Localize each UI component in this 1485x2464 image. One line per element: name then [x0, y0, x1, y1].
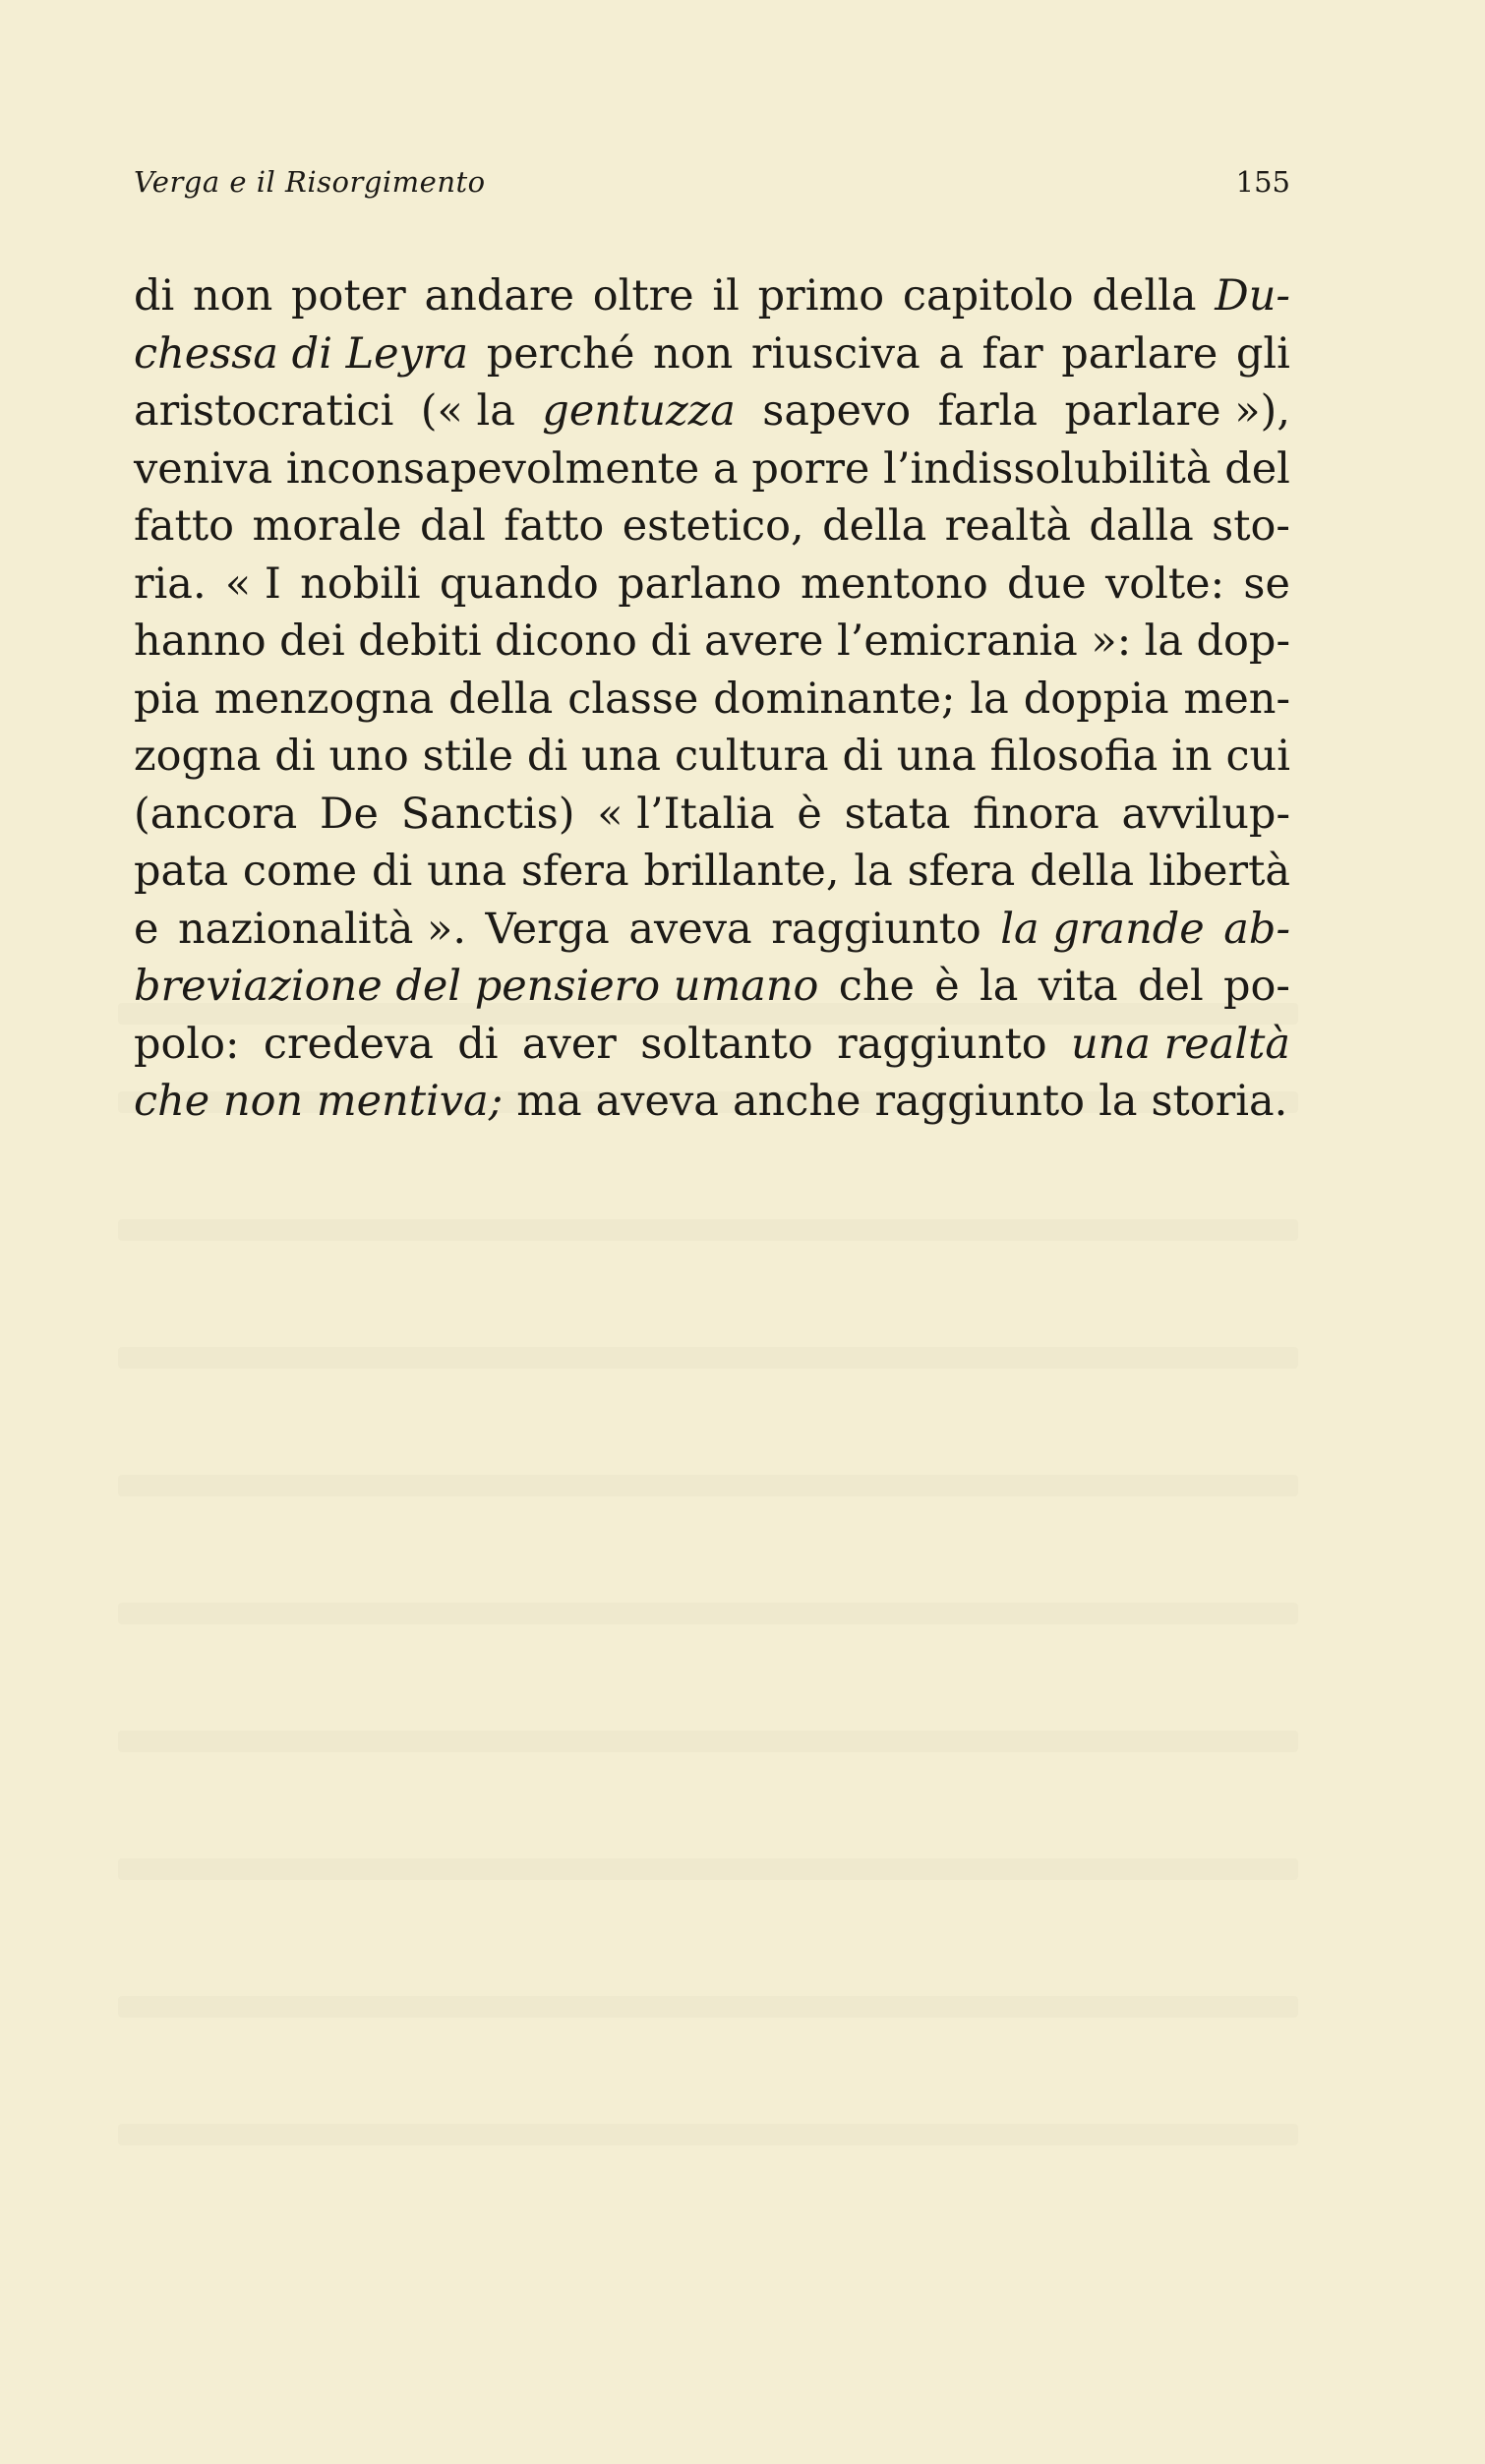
text-line [134, 498, 1290, 556]
italic-word: una realtà [1070, 1019, 1290, 1069]
word: la [980, 962, 1019, 1011]
word: morale [252, 501, 402, 551]
word: po- [1223, 962, 1290, 1011]
word: raggiunto [837, 1019, 1047, 1069]
word: di [842, 732, 883, 781]
word: veniva [134, 443, 273, 494]
word: dominante; [713, 674, 956, 724]
word: Sanctis) [400, 789, 575, 839]
word: aveva [628, 904, 752, 954]
word: che [838, 962, 915, 1011]
running-title: Verga e il Risorgimento [134, 165, 486, 199]
word: come [242, 847, 358, 896]
word: perché [486, 328, 635, 379]
word: uno [328, 732, 409, 781]
word: cultura [674, 732, 829, 781]
word: non [653, 328, 734, 379]
text-line [134, 440, 1290, 499]
word: la [1099, 1077, 1138, 1126]
bleed-through-mark [118, 1603, 1298, 1624]
word: una [581, 732, 662, 781]
word: il [712, 271, 740, 321]
word: e [134, 904, 159, 954]
word: zogna [134, 732, 262, 781]
word: stile [422, 732, 513, 781]
text-line [134, 671, 1290, 729]
word: andare [424, 271, 574, 321]
word: la [970, 674, 1009, 724]
word: estetico, [622, 501, 804, 551]
word: del [1224, 443, 1290, 494]
word: (« la [420, 386, 515, 436]
word: nobili [300, 558, 421, 609]
word: l’indissolubilità [883, 443, 1212, 494]
word: del [1137, 962, 1204, 1011]
text-line [134, 613, 1290, 671]
italic-word: breviazione del pensiero umano [134, 962, 819, 1011]
word: parlare »), [1064, 386, 1290, 436]
word: una [427, 847, 507, 896]
word: della [448, 674, 554, 724]
word: fatto [504, 501, 605, 551]
word: doppia [1023, 674, 1169, 724]
word: oltre [592, 271, 694, 321]
italic-word: ab- [1223, 904, 1290, 954]
text-line [134, 901, 1290, 959]
word: stata [844, 789, 951, 839]
word: fatto [134, 501, 234, 551]
word: inconsapevolmente [285, 443, 700, 494]
word: cui [1225, 732, 1290, 781]
word: menzogna [213, 674, 435, 724]
word: della [822, 501, 927, 551]
word: finora [973, 789, 1099, 839]
italic-word: gentuzza [542, 386, 736, 436]
word: riusciva [750, 328, 921, 379]
word: della [1030, 847, 1135, 896]
word: realtà [944, 501, 1071, 551]
word: aver [521, 1019, 617, 1069]
word: di [274, 732, 316, 781]
word: volte: [1104, 558, 1225, 609]
word: « l’Italia [597, 789, 775, 839]
bleed-through-mark [118, 1858, 1298, 1880]
word: dicono [495, 616, 637, 666]
word: dei [279, 616, 345, 666]
word: polo: [134, 1019, 240, 1069]
word: a [713, 443, 739, 494]
bleed-through-mark [118, 2124, 1298, 2145]
text-line [134, 843, 1290, 901]
word: avere [704, 616, 824, 666]
word: a [938, 328, 964, 379]
text-line [134, 325, 1290, 383]
page-number: 155 [1235, 165, 1290, 199]
word: hanno [134, 616, 267, 666]
word: filosofia [989, 732, 1158, 781]
word: poter [291, 271, 406, 321]
word: pia [134, 674, 200, 724]
word: sto- [1212, 501, 1290, 551]
word: ma [516, 1077, 582, 1126]
word: (ancora [134, 789, 298, 839]
word: due [1007, 558, 1087, 609]
word: brillante, [643, 847, 840, 896]
word: credeva [263, 1019, 434, 1069]
italic-word: la grande [1000, 904, 1205, 954]
word: di [371, 847, 413, 896]
word: la [854, 847, 893, 896]
word: aristocratici [134, 386, 394, 436]
word: capitolo [902, 271, 1074, 321]
word: aveva [595, 1077, 719, 1126]
word: De [320, 789, 379, 839]
bleed-through-mark [118, 1347, 1298, 1369]
running-header [134, 165, 1290, 205]
text-line [134, 728, 1290, 786]
word: dal [419, 501, 486, 551]
text-line [134, 958, 1290, 1016]
word: di [526, 732, 568, 781]
text-line [134, 267, 1290, 325]
word: sfera [907, 847, 1016, 896]
word: non [193, 271, 273, 321]
text-line [134, 1073, 1290, 1131]
text-line [134, 1016, 1290, 1074]
word: di [650, 616, 691, 666]
word: della [1092, 271, 1197, 321]
body-paragraph [134, 267, 1290, 1131]
word: la [1144, 616, 1184, 666]
word: Verga [485, 904, 610, 954]
word: « I [224, 558, 281, 609]
word: di [134, 271, 175, 321]
word: è [797, 789, 822, 839]
word: sfera [520, 847, 629, 896]
word: vita [1038, 962, 1118, 1011]
word: nazionalità ». [177, 904, 467, 954]
word: debiti [358, 616, 482, 666]
word: raggiunto [874, 1077, 1086, 1126]
word: dop- [1196, 616, 1290, 666]
bleed-through-mark [118, 1996, 1298, 2018]
italic-word: che non mentiva; [134, 1077, 504, 1126]
text-line [134, 786, 1290, 844]
word: parlare [1061, 328, 1218, 379]
word: se [1243, 558, 1290, 609]
word: ria. [134, 558, 207, 609]
word: anche [732, 1077, 861, 1126]
word: pata [134, 847, 229, 896]
word: primo [757, 271, 885, 321]
italic-word: chessa di Leyra [134, 328, 469, 379]
word: di [457, 1019, 499, 1069]
word: farla [937, 386, 1039, 436]
word: una [896, 732, 977, 781]
word: libertà [1149, 847, 1290, 896]
word: porre [751, 443, 870, 494]
word: men- [1183, 674, 1290, 724]
word: gli [1235, 328, 1290, 379]
word: mentono [801, 558, 988, 609]
word: in [1171, 732, 1213, 781]
word: classe [567, 674, 699, 724]
bleed-through-mark [118, 1219, 1298, 1241]
word: storia. [1151, 1077, 1288, 1126]
word: sapevo [762, 386, 912, 436]
word: far [981, 328, 1043, 379]
word: dalla [1089, 501, 1194, 551]
italic-word: Du- [1215, 271, 1290, 321]
word: raggiunto [771, 904, 981, 954]
word: avvilup- [1121, 789, 1290, 839]
word: quando [439, 558, 599, 609]
word: parlano [618, 558, 782, 609]
bleed-through-mark [118, 1475, 1298, 1496]
text-line [134, 556, 1290, 614]
text-line [134, 382, 1290, 440]
bleed-through-mark [118, 1731, 1298, 1752]
word: soltanto [640, 1019, 813, 1069]
word: l’emicrania »: [836, 616, 1132, 666]
word: è [934, 962, 960, 1011]
